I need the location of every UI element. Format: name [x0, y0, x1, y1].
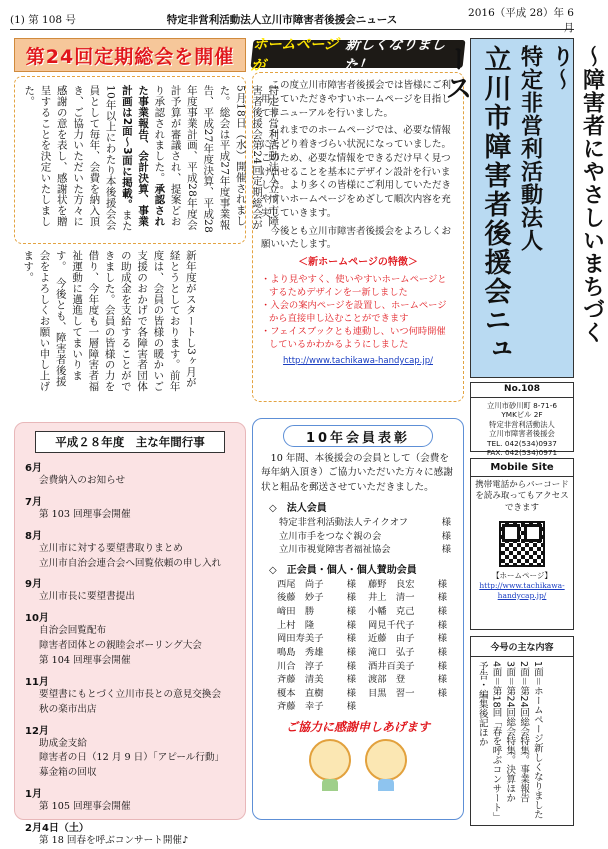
homepage-headline-a: ホームページが	[249, 37, 339, 74]
events-title: 平成２８年度 主な年間行事	[35, 431, 225, 453]
event-item: 会費納入のお知らせ	[39, 475, 126, 486]
homepage-para-1: この度立川市障害者後援会では皆様にご利用していただきやすいホームページを目指してリニューアルを行いました。	[261, 80, 452, 119]
member-name: 岡見千代子 様	[368, 619, 447, 631]
qr-code-icon[interactable]	[499, 521, 545, 567]
member-name: 川合 淳子 様	[277, 660, 356, 672]
publisher-line: 立川市砂川町 8-71-6	[487, 400, 557, 410]
meeting-body-bold: 承認された事業報告、会計決算、事業計画は2面〜3面に掲載。	[120, 85, 166, 227]
publisher-line: FAX. 042(534)0971	[486, 448, 558, 458]
event-item: 立川市に対する要望書取りまとめ	[39, 542, 183, 554]
meeting-body-3: 新年度がスタートし3ヶ月が経とうとしております。前年度は、会員の皆様の暖かいご支援のおかげで各障害者団体の助成金を支給することができました。会員の皆様の力を借り、今年度も一層障害者福祉運動に邁進してまいります。	[54, 250, 197, 392]
honorific: 様	[441, 544, 451, 556]
member-name: 小幡 克己 様	[368, 605, 447, 617]
member-name: 﨑田 勝 様	[277, 605, 356, 617]
title-org-type: 特定非営利活動法人	[517, 45, 543, 252]
child-figure-icon	[309, 739, 351, 781]
meeting-headline: 第24回定期総会を開催	[14, 38, 246, 72]
org-row	[261, 543, 455, 556]
mobile-site-box	[470, 458, 574, 630]
member-name: 斉藤 清美 様	[277, 674, 356, 686]
member-name: 酒井百美子 様	[368, 660, 447, 672]
event-item: 自治会回覧配布	[39, 625, 107, 637]
publisher-box	[470, 382, 574, 458]
event-month: 2月4日（土）	[25, 823, 89, 835]
event-item: 立川市長に要望書提出	[39, 591, 135, 603]
mobile-title: Mobile Site	[471, 459, 573, 477]
publisher-line: YMKビル 2F	[501, 410, 543, 420]
homepage-para-3: 今後とも立川市障害者後援会をよろしくお願いいたします。	[261, 225, 452, 251]
member-name: 目黒 習一 様	[368, 687, 447, 699]
contents-item: 3面＝第24回総会特集。決算ほか	[504, 661, 516, 803]
page-header	[10, 6, 574, 34]
contents-box	[470, 636, 574, 826]
member-name: 斉藤 幸子 様	[277, 701, 356, 713]
issue-date: 2016（平成 28）年 6 月	[468, 6, 574, 34]
event-month: 8月	[25, 530, 42, 542]
feature-item: ・フェイスブックとも連動し、いつ何時開催しているかわかるようにしました	[261, 325, 446, 350]
event-item: 要望書にもとづく立川市長との意見交換会	[39, 688, 222, 700]
event-item: 募金箱の回収	[39, 767, 97, 779]
awards-title: 10年会員表彰	[283, 425, 433, 447]
title-main: 立川市障害者後援会ニュース	[440, 45, 511, 364]
org-row	[261, 530, 455, 543]
contents-title: 今号の主な内容	[471, 637, 573, 657]
thanks-banner: ご協力に感謝申しあげます	[285, 720, 430, 735]
meeting-body-4: 今後とも、障害者後援会をよろしくお願い申し上げます。	[22, 250, 67, 392]
event-month: 9月	[25, 579, 42, 591]
member-name: 藤野 良宏 様	[368, 578, 447, 590]
mobile-link-label: 【ホームページ】	[492, 571, 552, 581]
events-list	[25, 459, 235, 849]
publisher-line: TEL. 042(534)0937	[487, 438, 557, 448]
meeting-body-2: また10年以上にわたり本後援会会員として毎年、会費を納入頂き、ご協力いただいた方々に感謝の意を表し、感謝状を贈呈することを決定いたしました。	[23, 85, 133, 232]
event-month: 12月	[25, 725, 49, 737]
contents-list	[471, 657, 548, 825]
contents-item: 4面＝第18回「春を呼ぶコンサート」予告・編集後記ほか	[476, 661, 502, 817]
member-name	[368, 700, 455, 714]
meeting-text	[21, 85, 281, 235]
event-month: 11月	[25, 676, 49, 688]
event-item: 第 105 回理事会開催	[39, 801, 131, 813]
member-name: 岡田寿美子 様	[277, 633, 356, 645]
homepage-article	[252, 72, 464, 402]
event-item: 秋の楽市出店	[39, 703, 97, 715]
member-name: 後藤 妙子 様	[277, 592, 356, 604]
contents-item: 2面＝第24回総会特集。事業報告	[518, 661, 530, 803]
people-list	[261, 578, 455, 715]
issue-number: (1) 第 108 号	[10, 14, 76, 26]
homepage-headline-b: 新しくなりました！	[342, 37, 446, 74]
event-item: 障害者団体との親睦会ボーリング大会	[39, 640, 202, 652]
event-month: 7月	[25, 496, 42, 508]
meeting-body-1: 特定非営利活動法人立川市障害者後援会第24回定期総会が5月18日（水）開催されました。総会は平成27年度事業報告、平成27年度決算、平成28年度事業計画、平成28年度会計予算が審議され、提案どおり承認されました。	[153, 85, 280, 234]
org-name: 立川市視覚障害者福祉協会	[279, 544, 391, 556]
member-name: 滝口 弘子 様	[368, 646, 447, 658]
awards-panel	[252, 418, 464, 820]
member-name: 渡部 登 様	[368, 674, 447, 686]
title-slogan: 〜障害者にやさしいまちづくり〜	[548, 45, 605, 344]
illustration	[261, 739, 455, 781]
contents-item: 1面＝ホームページ新しくなりました	[531, 661, 543, 820]
event-item: 第 18 回春を呼ぶコンサート開催♪	[39, 835, 189, 847]
feature-item: ・入会の案内ページを設置し、ホームページから直接申し込むことができます	[261, 299, 447, 324]
awards-section-corporate: ◇ 法人会員	[269, 503, 327, 515]
homepage-headline	[249, 37, 466, 74]
member-name: 榎本 直樹 様	[277, 687, 356, 699]
event-item: 障害者の日（12 月 9 日）「アピール行動」	[39, 752, 225, 764]
homepage-para-2: これまでのホームページでは、必要な情報にたどり着きづらい状況になっていました。このため、必要な情報をできるだけ早く見つけ出せることを基本にデザイン設計を行いました。より多くの皆様にご利用していただきやすいホームページをめざして順次内容を充実していきます。	[261, 125, 452, 219]
org-row	[261, 516, 455, 529]
event-item: 第 104 回理事会開催	[39, 655, 131, 667]
publisher-lines	[471, 398, 573, 461]
honorific: 様	[441, 530, 451, 542]
awards-intro: 10 年間、本後援会の会員として（会費を毎年納入頂き）ご協力いただいた方々に感謝状と粗品を郵送させていただきました。	[261, 453, 453, 493]
awards-section-individual: ◇ 正会員・個人・個人賛助会員	[269, 564, 417, 576]
mobile-link-url[interactable]: http://www.tachikawa-handycap.jp/	[479, 581, 565, 600]
event-item: 第 103 回理事会開催	[39, 508, 131, 520]
feature-item: ・より見やすく、使いやすいホームページとするためデザインを一新しました	[261, 273, 447, 298]
event-item: 立川市自治会連合会へ回覧依頼の申し入れ	[39, 557, 222, 569]
member-name: 井上 清一 様	[368, 592, 447, 604]
publisher-number: No.108	[471, 383, 573, 398]
org-list	[261, 516, 455, 556]
member-name: 鳴島 秀雄 様	[277, 646, 356, 658]
org-name: 立川市手をつなぐ親の会	[279, 530, 382, 542]
member-name: 近藤 由子 様	[368, 633, 447, 645]
honorific: 様	[441, 517, 451, 529]
member-name: 上村 隆 様	[277, 619, 356, 631]
event-month: 6月	[25, 463, 42, 474]
mobile-link	[471, 571, 573, 600]
meeting-article	[14, 76, 280, 244]
events-panel	[14, 422, 246, 847]
event-item: 助成金支給	[39, 737, 87, 749]
event-month: 10月	[25, 613, 49, 625]
mobile-text: 携帯電話からバーコードを読み取ってもアクセスできます	[475, 480, 569, 513]
member-name: 西尾 尚子 様	[277, 578, 356, 590]
newsletter-title-banner	[440, 38, 605, 378]
meeting-article-continued	[14, 250, 246, 400]
child-figure-icon	[365, 739, 407, 781]
newsletter-name: 特定非営利活動法人立川市障害者後援会ニュース	[166, 14, 398, 26]
homepage-url-link[interactable]: http://www.tachikawa-handycap.jp/	[283, 355, 433, 366]
features-list	[261, 273, 455, 351]
org-name: 特定非営利活動法人テイクオフ	[279, 517, 409, 529]
publisher-line: 特定非営利活動法人	[489, 419, 555, 429]
event-month: 1月	[25, 789, 42, 801]
features-title: ＜新ホームページの特徴＞	[298, 257, 418, 269]
meeting-text-2	[20, 250, 199, 396]
publisher-line: 立川市障害者後援会	[489, 429, 555, 439]
